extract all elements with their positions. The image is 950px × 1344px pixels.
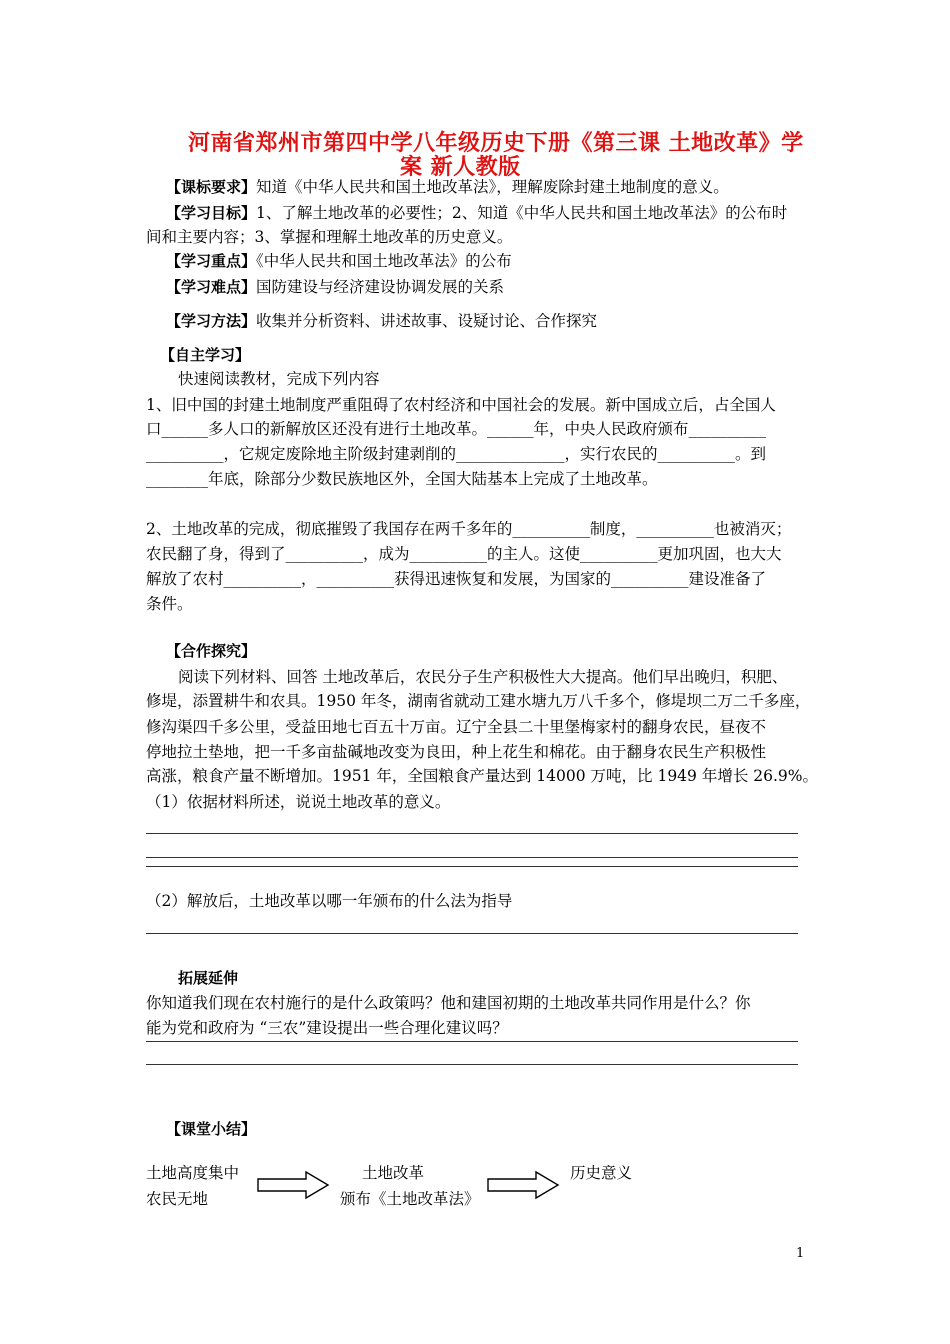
zizhu-q1-line3: __________，它规定废除地主阶级封建剥削的______________，实行农民的__________。到 (146, 445, 767, 463)
answer-line[interactable] (146, 933, 798, 934)
summary-item-2-line2: 颁布《土地改革法》 (340, 1190, 480, 1208)
nandian-label: 【学习难点】 (166, 278, 257, 296)
tuozhan-text1: 你知道我们现在农村施行的是什么政策吗？他和建国初期的土地改革共同作用是什么？你 (146, 994, 751, 1012)
zizhu-heading: 【自主学习】 (160, 346, 251, 364)
zizhu-q2-line1: 2、土地改革的完成，彻底摧毁了我国存在两千多年的__________制度，__________也被消灭； (146, 520, 792, 538)
right-arrow-icon (486, 1170, 562, 1200)
summary-item-3: 历史意义 (570, 1164, 633, 1182)
zizhu-q2-line2: 农民翻了身，得到了__________，成为__________的主人。这使__________更加巩固，也大大 (146, 545, 782, 563)
tuozhan-text2: 能为党和政府为 “三农”建设提出一些合理化建议吗？ (146, 1019, 508, 1037)
hezuo-material-line2: 修堤，添置耕牛和农具。1950 年冬，湖南省就动工建水塘九万八千多个，修堤坝二万二千多座， (146, 692, 811, 710)
document-title-line2: 案 新人教版 (400, 155, 521, 180)
fangfa-label: 【学习方法】 (166, 312, 257, 330)
hezuo-question-1: （1）依据材料所述，说说土地改革的意义。 (146, 793, 451, 811)
summary-item-1-line2: 农民无地 (146, 1190, 209, 1208)
hezuo-heading: 【合作探究】 (166, 642, 257, 660)
zizhu-q2-line3: 解放了农村__________，__________获得迅速恢复和发展，为国家的__________建设准备了 (146, 570, 767, 588)
mubiao-text2: 间和主要内容；3、掌握和理解土地改革的历史意义。 (146, 228, 513, 246)
kebiao-row (166, 174, 729, 200)
tuozhan-heading: 拓展延伸 (178, 969, 239, 987)
mubiao-row (166, 200, 787, 226)
answer-line[interactable] (146, 1041, 798, 1042)
document-title-line1: 河南省郑州市第四中学八年级历史下册《第三课 土地改革》学 (188, 131, 804, 156)
xiaojie-heading: 【课堂小结】 (166, 1120, 257, 1138)
hezuo-material-line4: 停地拉土垫地，把一千多亩盐碱地改变为良田，种上花生和棉花。由于翻身农民生产积极性 (146, 743, 767, 761)
zizhu-q1-line2: 口______多人口的新解放区还没有进行土地改革。______年，中央人民政府颁布__________ (146, 420, 767, 438)
answer-line[interactable] (146, 1064, 798, 1065)
nandian-row (166, 274, 504, 300)
kebiao-label: 【课标要求】 (166, 178, 257, 196)
zhongdian-label: 【学习重点】 (166, 252, 257, 270)
fangfa-text: 收集并分析资料、讲述故事、设疑讨论、合作探究 (256, 312, 598, 330)
summary-item-2-line1: 土地改革 (362, 1164, 425, 1182)
hezuo-material-line3: 修沟渠四千多公里，受益田地七百五十万亩。辽宁全县二十里堡梅家村的翻身农民，昼夜不 (146, 718, 767, 736)
kebiao-text: 知道《中华人民共和国土地改革法》，理解废除封建土地制度的意义。 (256, 178, 729, 196)
nandian-text: 国防建设与经济建设协调发展的关系 (256, 278, 505, 296)
fangfa-row (166, 308, 597, 334)
zhongdian-text: 《中华人民共和国土地改革法》的公布 (256, 252, 512, 270)
answer-line[interactable] (146, 857, 798, 858)
answer-line[interactable] (146, 866, 798, 867)
zizhu-q2-line4: 条件。 (146, 595, 193, 613)
hezuo-material-line1: 阅读下列材料、回答 土地改革后，农民分子生产积极性大大提高。他们早出晚归，积肥、 (178, 668, 788, 686)
hezuo-material-line5: 高涨，粮食产量不断增加。1951 年，全国粮食产量达到 14000 万吨，比 1949 年增长 26.9%。 (146, 767, 819, 785)
summary-item-1-line1: 土地高度集中 (146, 1164, 240, 1182)
zizhu-q1-line4: ________年底，除部分少数民族地区外，全国大陆基本上完成了土地改革。 (146, 470, 658, 488)
mubiao-text1: 1、了解土地改革的必要性；2、知道《中华人民共和国土地改革法》的公布时 (256, 204, 788, 222)
hezuo-question-2: （2）解放后，土地改革以哪一年颁布的什么法为指导 (146, 892, 513, 910)
answer-line[interactable] (146, 833, 798, 834)
zizhu-intro: 快速阅读教材，完成下列内容 (178, 370, 380, 388)
right-arrow-icon (256, 1170, 332, 1200)
mubiao-label: 【学习目标】 (166, 204, 257, 222)
page-number: 1 (796, 1246, 805, 1261)
zhongdian-row (166, 248, 512, 274)
zizhu-q1-line1: 1、旧中国的封建土地制度严重阻碍了农村经济和中国社会的发展。新中国成立后，占全国人 (146, 396, 776, 414)
